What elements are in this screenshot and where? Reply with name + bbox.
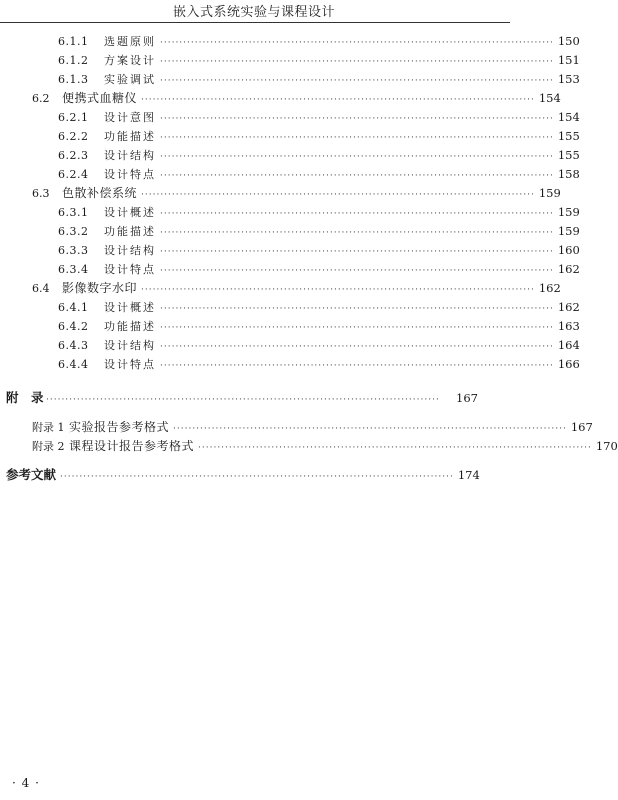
toc-entry-6-1-3[interactable] xyxy=(58,70,580,88)
dot-leader: ······································································································ xyxy=(160,266,554,276)
toc-entry-number: 6.1.2 xyxy=(58,54,89,67)
toc-entry-number: 6.4 xyxy=(32,282,50,295)
toc-entry-number: 6.1.1 xyxy=(58,35,89,48)
toc-entry-page: 151 xyxy=(557,53,580,67)
toc-entry-number: 6.3.3 xyxy=(58,244,89,257)
toc-entry-number: 6.1.3 xyxy=(58,73,89,86)
dot-leader: ······································································································ xyxy=(160,114,554,124)
toc-entry-appendix-2[interactable] xyxy=(32,437,618,455)
dot-leader: ······································································································ xyxy=(160,57,554,67)
dot-leader: ······································································································ xyxy=(141,190,535,200)
toc-entry-title: 参考文献 xyxy=(6,467,57,482)
toc-entry-number: 6.3.1 xyxy=(58,206,89,219)
toc-entry-6-2[interactable] xyxy=(32,89,561,107)
toc-entry-title: 设计意图 xyxy=(104,111,156,124)
toc-entry-number: 6.2.3 xyxy=(58,149,89,162)
toc-entry-page: 162 xyxy=(538,281,561,295)
toc-entry-page: 159 xyxy=(538,186,561,200)
toc-entry-page: 164 xyxy=(557,338,580,352)
toc-entry-references[interactable] xyxy=(6,466,478,484)
toc-entry-page: 153 xyxy=(557,72,580,86)
page-number: · 4 · xyxy=(12,776,40,790)
toc-entry-title: 设计特点 xyxy=(104,358,156,371)
toc-entry-title: 设计概述 xyxy=(104,301,156,314)
toc-entry-page: 154 xyxy=(538,91,561,105)
toc-entry-6-3[interactable] xyxy=(32,184,561,202)
toc-entry-number: 附录 1 xyxy=(32,421,65,434)
dot-leader: ······································································································ xyxy=(198,443,592,453)
toc-entry-number: 6.4.2 xyxy=(58,320,89,333)
dot-leader: ······································································································ xyxy=(160,342,554,352)
toc-entry-title: 设计特点 xyxy=(104,168,156,181)
dot-leader: ······································································································ xyxy=(160,209,554,219)
toc-entry-6-1-2[interactable] xyxy=(58,51,580,69)
toc-entry-title: 设计结构 xyxy=(104,339,156,352)
dot-leader: ······································································································ xyxy=(160,38,554,48)
dot-leader: ······································································································ xyxy=(160,171,554,181)
toc-entry-page: 159 xyxy=(557,224,580,238)
toc-entry-6-4-1[interactable] xyxy=(58,298,580,316)
toc-entry-6-1-1[interactable] xyxy=(58,32,580,50)
toc-entry-6-4-4[interactable] xyxy=(58,355,580,373)
toc-entry-page: 167 xyxy=(570,420,593,434)
toc-entry-number: 6.4.3 xyxy=(58,339,89,352)
dot-leader: ······································································································ xyxy=(160,361,554,371)
toc-entry-page: 160 xyxy=(557,243,580,257)
toc-entry-title: 设计概述 xyxy=(104,206,156,219)
toc-entry-6-3-3[interactable] xyxy=(58,241,580,259)
toc-entry-page: 166 xyxy=(557,357,580,371)
toc-entry-title: 实验调试 xyxy=(104,73,156,86)
toc-entry-page: 174 xyxy=(457,468,480,482)
dot-leader: ······································································································ xyxy=(160,228,554,238)
toc-entry-page: 150 xyxy=(557,34,580,48)
toc-entry-page: 159 xyxy=(557,205,580,219)
toc-entry-page: 155 xyxy=(557,148,580,162)
toc-entry-6-2-3[interactable] xyxy=(58,146,580,164)
toc-entry-number: 6.3.4 xyxy=(58,263,89,276)
toc-entry-title: 设计结构 xyxy=(104,149,156,162)
dot-leader: ······································································································ xyxy=(173,424,567,434)
toc-entry-page: 163 xyxy=(557,319,580,333)
toc-entry-title: 方案设计 xyxy=(104,54,156,67)
toc-entry-title: 设计特点 xyxy=(104,263,156,276)
dot-leader: ······································································································ xyxy=(160,152,554,162)
dot-leader: ······································································································ xyxy=(160,76,554,86)
toc-entry-number: 6.4.1 xyxy=(58,301,89,314)
dot-leader: ······································································································ xyxy=(160,323,554,333)
toc-entry-6-4-3[interactable] xyxy=(58,336,580,354)
toc-entry-appendix-1[interactable] xyxy=(32,418,593,436)
toc-entry-number: 附录 2 xyxy=(32,440,65,453)
toc-entry-6-2-1[interactable] xyxy=(58,108,580,126)
toc-entry-title: 色散补偿系统 xyxy=(62,186,138,200)
toc-entry-number: 6.2.4 xyxy=(58,168,89,181)
toc-entry-page: 158 xyxy=(557,167,580,181)
book-title: 嵌入式系统实验与课程设计 xyxy=(172,5,335,20)
running-header xyxy=(0,0,510,23)
toc-entry-6-2-4[interactable] xyxy=(58,165,580,183)
toc-entry-title: 实验报告参考格式 xyxy=(69,420,170,434)
toc-entry-title: 影像数字水印 xyxy=(62,281,138,295)
toc-entry-title: 选题原则 xyxy=(104,35,156,48)
toc-entry-6-4-2[interactable] xyxy=(58,317,580,335)
toc-entry-title: 功能描述 xyxy=(104,320,156,333)
toc-entry-title: 课程设计报告参考格式 xyxy=(69,439,195,453)
toc-entry-6-2-2[interactable] xyxy=(58,127,580,145)
toc-entry-title: 功能描述 xyxy=(104,225,156,238)
dot-leader: ······································································································ xyxy=(141,285,535,295)
toc-entry-6-3-2[interactable] xyxy=(58,222,580,240)
toc-entry-appendix[interactable] xyxy=(6,389,478,407)
dot-leader: ······································································································ xyxy=(160,304,554,314)
toc-entry-page: 170 xyxy=(595,439,618,453)
toc-entry-title: 便携式血糖仪 xyxy=(62,91,138,105)
toc-entry-number: 6.3 xyxy=(32,187,50,200)
toc-entry-page: 162 xyxy=(557,262,580,276)
dot-leader: ······································································································ xyxy=(46,395,440,405)
toc-entry-number: 6.3.2 xyxy=(58,225,89,238)
dot-leader: ······································································································ xyxy=(160,247,554,257)
toc-entry-page: 162 xyxy=(557,300,580,314)
toc-entry-number: 6.2.1 xyxy=(58,111,89,124)
toc-entry-title: 功能描述 xyxy=(104,130,156,143)
toc-entry-number: 6.4.4 xyxy=(58,358,89,371)
dot-leader: ······································································································ xyxy=(60,472,454,482)
toc-entry-number: 6.2.2 xyxy=(58,130,89,143)
toc-entry-6-4[interactable] xyxy=(32,279,561,297)
toc-entry-6-3-1[interactable] xyxy=(58,203,580,221)
dot-leader: ······································································································ xyxy=(141,95,535,105)
toc-entry-title: 设计结构 xyxy=(104,244,156,257)
toc-entry-page: 167 xyxy=(456,391,478,405)
toc-entry-6-3-4[interactable] xyxy=(58,260,580,278)
dot-leader: ······································································································ xyxy=(160,133,554,143)
toc-entry-page: 155 xyxy=(557,129,580,143)
toc-entry-title: 附 录 xyxy=(6,390,44,405)
toc-entry-page: 154 xyxy=(557,110,580,124)
toc-entry-number: 6.2 xyxy=(32,92,50,105)
